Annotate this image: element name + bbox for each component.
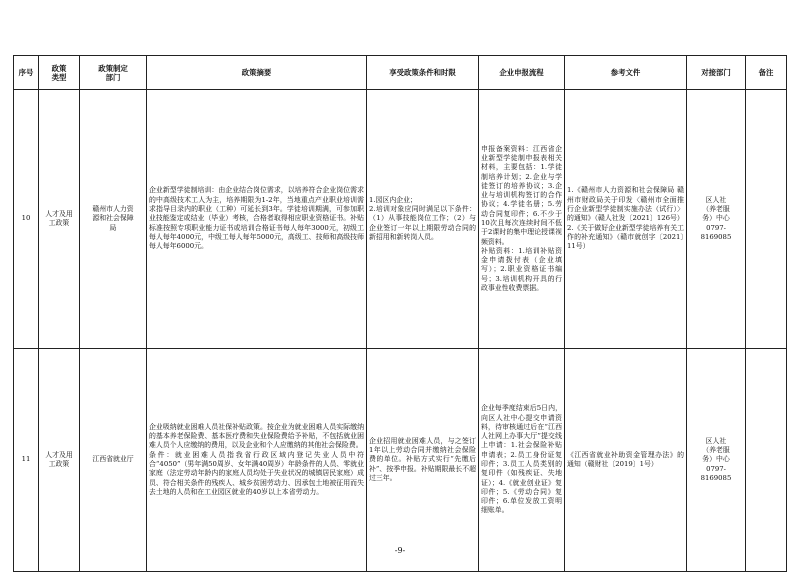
header-reference-documents: 参考文件: [565, 56, 687, 90]
row-number: 10: [14, 90, 39, 349]
reference-documents: 1.《赣州市人力资源和社会保障局 赣州市财政局关于印发〈赣州市全面推行企业新型学徒制实施办法（试行）〉的通知》（赣人社发〔2021〕126号） 2.《关于做好企业新型学徒培养有关工作的补充通知》（赣市就创字〔2021〕11号）: [565, 90, 687, 349]
policy-dept: 江西省就业厅: [80, 349, 147, 572]
header-remarks: 备注: [746, 56, 787, 90]
header-policy-summary: 政策摘要: [147, 56, 367, 90]
policy-type: 人才及用 工政策: [39, 349, 80, 572]
application-process: 申报备案资料：江西省企业新型学徒制申报表相关材料，主要包括：1.学徒制培养计划；2.企业与学徒签订的培养协议；3.企业与培训机构签订的合作协议；4.学徒名册；5.劳动合同复印件；6.不少于10次且每次连续时间不低于2课时的集中理论授课视频资料。 补贴资料：1.培训补贴资金申请拨付表（企业填写）；2.职业资格证书编号；3.培训机构开具的行政事业性收费票据。: [479, 90, 565, 349]
table-row: [14, 90, 787, 349]
table-header-row: [14, 56, 787, 90]
reference-documents: 《江西省就业补助资金管理办法》的通知（赣财社〔2019〕1号）: [565, 349, 687, 572]
page-number: -9-: [394, 546, 406, 555]
policy-conditions: 1.园区内企业； 2.培训对象应同时满足以下条件：（1）从事技能岗位工作；（2）与企业签订一年以上期限劳动合同的新招用和新转岗人员。: [367, 90, 479, 349]
header-policy-type: 政策 类型: [39, 56, 80, 90]
policy-summary: 企业新型学徒制培训：由企业结合岗位需求，以培养符合企业岗位需求的中高级技术工人为主，培养期限为1-2年，当地重点产业职业培训需求指导目录内的职业（工种）可延长到3年。学徒培训期满，可参加职业技能鉴定或结业（毕业）考核，合格者取得相应职业资格证书。补贴标准按照专项职业能力证书或培训合格证书每人每年3000元，初级工每人每年4000元，中级工每人每年5000元，高级工、技师和高级技师每人每年6000元。: [147, 90, 367, 349]
row-number: 11: [14, 349, 39, 572]
policy-summary: 企业吸纳就业困难人员社保补贴政策。按企业为就业困难人员实际缴纳的基本养老保险费、基本医疗费和失业保险费给予补贴，不包括就业困难人员个人应缴纳的费用，以及企业和个人应缴纳的其他社会保险费。 条件：就业困难人员指我省行政区域内登记失业人员中符合“4050”（男年满50周岁、女年满40周岁）年龄条件的人员、零就业家庭（法定劳动年龄内的家庭人员均处于失业状况的城镇居民家庭）成员、符合相关条件的残疾人、城乡贫困劳动力、因承包土地被征用而失去土地的人员和在工业园区就业的40岁以上本省劳动力。: [147, 349, 367, 572]
contact-dept: 区人社 （养老服 务）中心 0797- 8169085: [687, 90, 746, 349]
policy-conditions: 企业招用就业困难人员，与之签订1年以上劳动合同并缴纳社会保险费的单位。补贴方式实行“先缴后补”、按季申报。补贴期限最长不超过三年。: [367, 349, 479, 572]
policy-dept: 赣州市人力资 源和社会保障 局: [80, 90, 147, 349]
header-contact-dept: 对接部门: [687, 56, 746, 90]
remarks: [746, 90, 787, 349]
contact-dept: 区人社 （养老服 务）中心 0797- 8169085: [687, 349, 746, 572]
table-row: [14, 349, 787, 572]
header-policy-dept: 政策制定 部门: [80, 56, 147, 90]
policy-table: [13, 55, 787, 572]
policy-type: 人才及用 工政策: [39, 90, 80, 349]
header-conditions: 享受政策条件和时限: [367, 56, 479, 90]
header-application-process: 企业申报流程: [479, 56, 565, 90]
remarks: [746, 349, 787, 572]
application-process: 企业每季度结束后5日内，向区人社中心提交申请资料，待审核通过后在“江西人社网上办事大厅”提交线上申请：1.社会保险补贴申请表；2.员工身份证复印件；3.员工人员类别的复印件（如残疾证、失地证）；4.《就业创业证》复印件；5.《劳动合同》复印件；6.单位发放工资明细账单。: [479, 349, 565, 572]
header-no: 序号: [14, 56, 39, 90]
